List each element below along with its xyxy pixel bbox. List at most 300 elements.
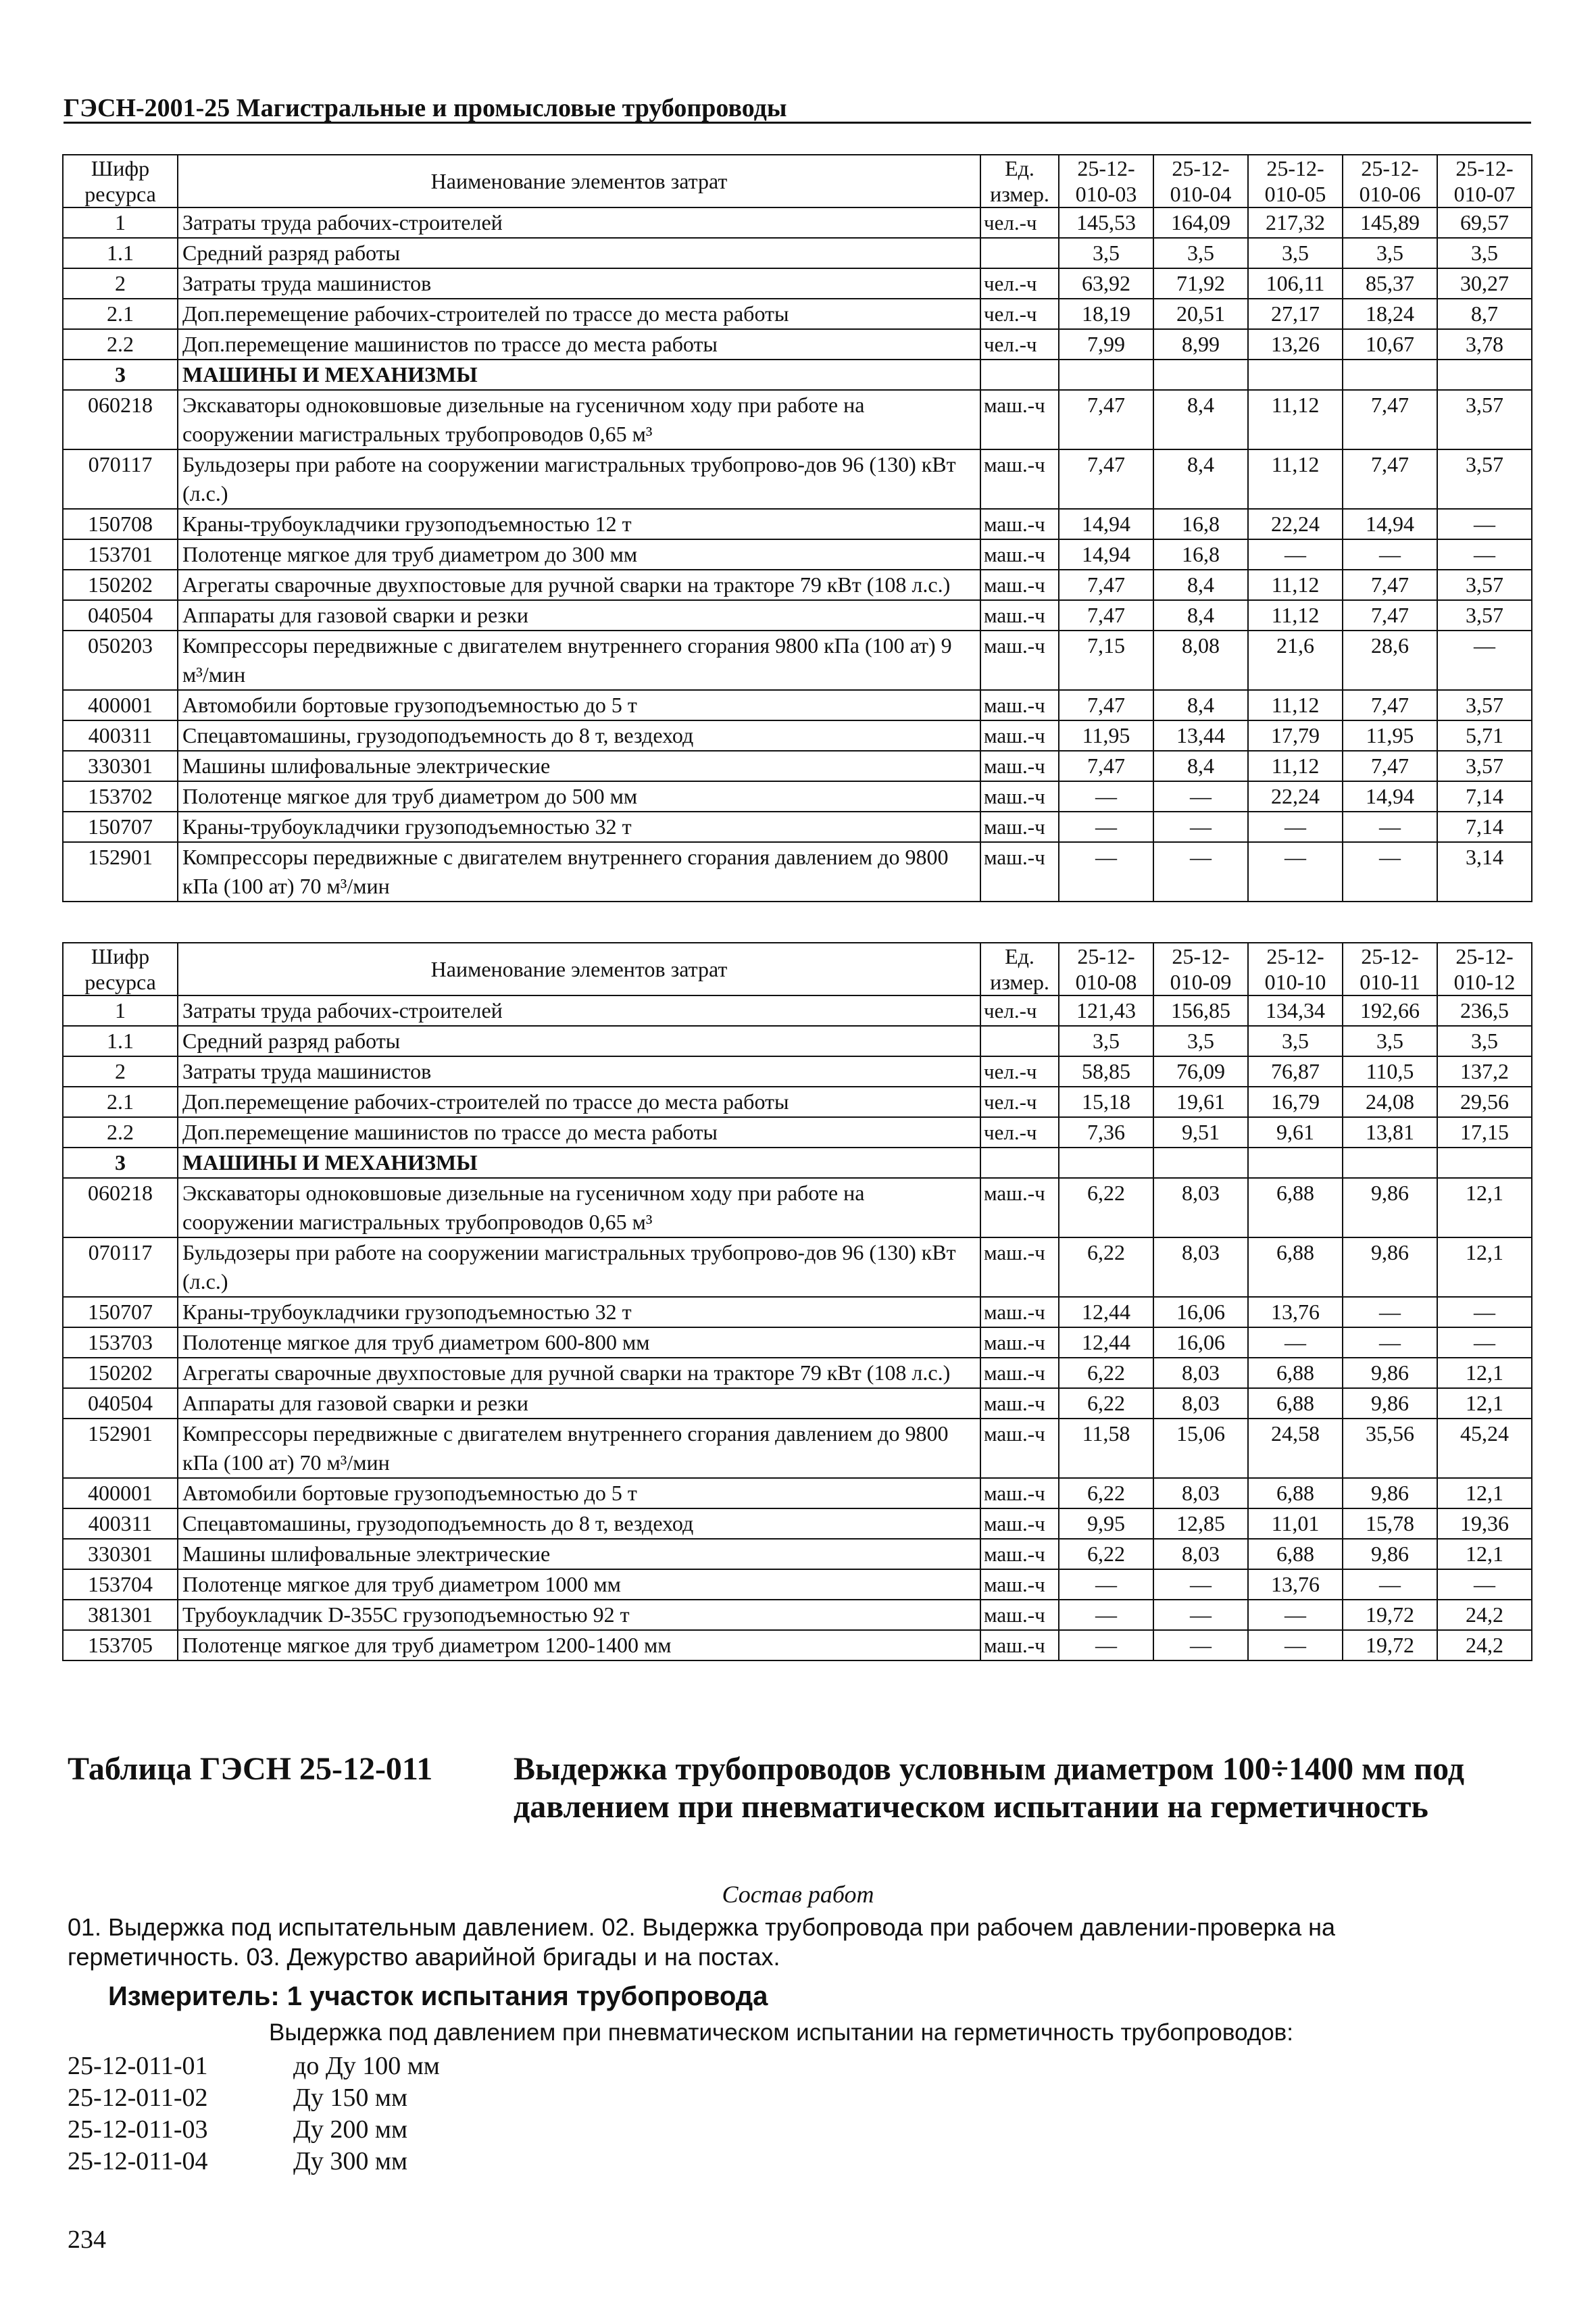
- resource-name: Доп.перемещение рабочих-строителей по трассе до места работы: [178, 1087, 980, 1117]
- value-cell: 6,22: [1059, 1237, 1153, 1297]
- value-cell: 18,24: [1343, 299, 1437, 329]
- value-cell: —: [1248, 1630, 1343, 1660]
- list-item: [68, 2050, 440, 2082]
- value-cell: 14,94: [1059, 509, 1153, 539]
- value-cell: 6,88: [1248, 1237, 1343, 1297]
- value-cell: 9,61: [1248, 1117, 1343, 1148]
- value-cell: 35,56: [1343, 1419, 1437, 1478]
- value-cell: —: [1437, 1297, 1532, 1327]
- table-row: [63, 1327, 1532, 1358]
- header-name: Наименование элементов затрат: [178, 155, 980, 207]
- resource-name: Бульдозеры при работе на сооружении магистральных трубопрово-дов 96 (130) кВт (л.с.): [178, 449, 980, 509]
- value-cell: —: [1437, 509, 1532, 539]
- value-cell: —: [1248, 812, 1343, 842]
- resource-code: 2: [63, 1056, 178, 1087]
- resource-name: Доп.перемещение машинистов по трассе до места работы: [178, 1117, 980, 1148]
- value-cell: 3,5: [1059, 1026, 1153, 1056]
- unit: маш.-ч: [980, 1297, 1059, 1327]
- section-name: МАШИНЫ И МЕХАНИЗМЫ: [178, 360, 980, 390]
- value-cell: 18,19: [1059, 299, 1153, 329]
- table-row: [63, 1358, 1532, 1388]
- value-cell: 12,1: [1437, 1539, 1532, 1569]
- resource-code: 040504: [63, 600, 178, 631]
- value-cell: —: [1437, 1569, 1532, 1600]
- resource-table-2: [62, 942, 1532, 1661]
- value-cell: —: [1437, 539, 1532, 570]
- value-cell: —: [1343, 812, 1437, 842]
- value-cell: 11,58: [1059, 1419, 1153, 1478]
- value-cell: 3,57: [1437, 690, 1532, 720]
- value-cell: 6,88: [1248, 1478, 1343, 1508]
- resource-code: 152901: [63, 842, 178, 902]
- resource-name: Краны-трубоукладчики грузоподъемностью 12 т: [178, 509, 980, 539]
- resource-name: Полотенце мягкое для труб диаметром 1000 мм: [178, 1569, 980, 1600]
- table-row: [63, 1297, 1532, 1327]
- value-cell: 3,5: [1153, 1026, 1248, 1056]
- table-row: [63, 329, 1532, 360]
- resource-name: Агрегаты сварочные двухпостовые для ручной сварки на тракторе 79 кВт (108 л.с.): [178, 570, 980, 600]
- header-code: Шифр ресурса: [63, 943, 178, 995]
- list-item: [68, 2146, 440, 2177]
- labor-rows: [63, 995, 1532, 1148]
- value-cell: 192,66: [1343, 995, 1437, 1026]
- unit: чел.-ч: [980, 1117, 1059, 1148]
- resource-name: Доп.перемещение машинистов по трассе до места работы: [178, 329, 980, 360]
- unit: чел.-ч: [980, 1087, 1059, 1117]
- table-row: [63, 1087, 1532, 1117]
- resource-code: 150202: [63, 570, 178, 600]
- header-col-5: 25-12- 010-07: [1437, 155, 1532, 207]
- header-col-4: 25-12- 010-11: [1343, 943, 1437, 995]
- value-cell: 21,6: [1248, 631, 1343, 690]
- value-cell: —: [1343, 539, 1437, 570]
- section-code: 3: [63, 1148, 178, 1178]
- value-cell: 69,57: [1437, 207, 1532, 238]
- value-cell: 16,79: [1248, 1087, 1343, 1117]
- value-cell: 9,86: [1343, 1358, 1437, 1388]
- value-cell: 22,24: [1248, 781, 1343, 812]
- table-row: [63, 449, 1532, 509]
- composition-text: 01. Выдержка под испытательным давлением. 02. Выдержка трубопровода при рабочем давлении-проверка на герметичность. 03. Дежурство аварийной бригады и на постах.: [68, 1913, 1336, 1971]
- resource-code: 1.1: [63, 1026, 178, 1056]
- value-cell: 9,86: [1343, 1388, 1437, 1419]
- value-cell: 110,5: [1343, 1056, 1437, 1087]
- value-cell: 11,12: [1248, 600, 1343, 631]
- value-cell: —: [1437, 631, 1532, 690]
- value-cell: 76,87: [1248, 1056, 1343, 1087]
- header-col-2: 25-12- 010-09: [1153, 943, 1248, 995]
- resource-name: Бульдозеры при работе на сооружении магистральных трубопрово-дов 96 (130) кВт (л.с.): [178, 1237, 980, 1297]
- value-cell: 7,47: [1059, 600, 1153, 631]
- table-row: [63, 600, 1532, 631]
- table-row: [63, 1178, 1532, 1237]
- value-cell: 11,01: [1248, 1508, 1343, 1539]
- unit: чел.-ч: [980, 268, 1059, 299]
- item-text: Ду 300 мм: [293, 2147, 408, 2175]
- unit: маш.-ч: [980, 1569, 1059, 1600]
- value-cell: —: [1153, 1569, 1248, 1600]
- value-cell: 12,1: [1437, 1388, 1532, 1419]
- table-row: [63, 631, 1532, 690]
- value-cell: —: [1153, 1600, 1248, 1630]
- value-cell: 3,57: [1437, 751, 1532, 781]
- value-cell: 12,44: [1059, 1297, 1153, 1327]
- value-cell: 8,99: [1153, 329, 1248, 360]
- value-cell: 22,24: [1248, 509, 1343, 539]
- resource-code: 2.2: [63, 329, 178, 360]
- resource-code: 153705: [63, 1630, 178, 1660]
- value-cell: 30,27: [1437, 268, 1532, 299]
- resource-name: Затраты труда рабочих-строителей: [178, 207, 980, 238]
- table-label: Таблица ГЭСН 25-12-011: [68, 1751, 433, 1787]
- value-cell: 14,94: [1059, 539, 1153, 570]
- value-cell: 63,92: [1059, 268, 1153, 299]
- value-cell: 3,5: [1343, 1026, 1437, 1056]
- value-cell: 17,15: [1437, 1117, 1532, 1148]
- resource-code: 330301: [63, 751, 178, 781]
- value-cell: 24,08: [1343, 1087, 1437, 1117]
- value-cell: 5,71: [1437, 720, 1532, 751]
- value-cell: 9,51: [1153, 1117, 1248, 1148]
- section-code: 3: [63, 360, 178, 390]
- value-cell: 15,78: [1343, 1508, 1437, 1539]
- value-cell: 9,86: [1343, 1178, 1437, 1237]
- resource-name: Полотенце мягкое для труб диаметром 600-800 мм: [178, 1327, 980, 1358]
- resource-name: Затраты труда машинистов: [178, 1056, 980, 1087]
- unit: маш.-ч: [980, 1630, 1059, 1660]
- resource-name: Трубоукладчик D-355C грузоподъемностью 92 т: [178, 1600, 980, 1630]
- table-row: [63, 1388, 1532, 1419]
- table-row: [63, 1237, 1532, 1297]
- resource-code: 2.1: [63, 1087, 178, 1117]
- unit: маш.-ч: [980, 1178, 1059, 1237]
- value-cell: —: [1248, 842, 1343, 902]
- table-title: Выдержка трубопроводов условным диаметром 100÷1400 мм под давлением при пневматическом испытании на герметичность: [514, 1751, 1465, 1825]
- value-cell: 3,14: [1437, 842, 1532, 902]
- table-row: [63, 238, 1532, 268]
- value-cell: 3,57: [1437, 390, 1532, 449]
- resource-name: Затраты труда машинистов: [178, 268, 980, 299]
- unit: маш.-ч: [980, 600, 1059, 631]
- unit: маш.-ч: [980, 509, 1059, 539]
- items-intro: Выдержка под давлением при пневматическом испытании на герметичность трубопроводов:: [269, 2019, 1293, 2046]
- value-cell: 6,22: [1059, 1539, 1153, 1569]
- value-cell: 12,85: [1153, 1508, 1248, 1539]
- value-cell: 16,06: [1153, 1327, 1248, 1358]
- value-cell: 3,5: [1059, 238, 1153, 268]
- unit: чел.-ч: [980, 995, 1059, 1026]
- resource-code: 381301: [63, 1600, 178, 1630]
- value-cell: —: [1343, 1297, 1437, 1327]
- value-cell: 7,47: [1343, 600, 1437, 631]
- table-row: [63, 1117, 1532, 1148]
- value-cell: 3,57: [1437, 570, 1532, 600]
- resource-name: Экскаваторы одноковшовые дизельные на гусеничном ходу при работе на сооружении магистральных трубопроводов 0,65 м³: [178, 390, 980, 449]
- section-row: [63, 360, 1532, 390]
- value-cell: 8,4: [1153, 449, 1248, 509]
- resource-code: 153703: [63, 1327, 178, 1358]
- value-cell: 27,17: [1248, 299, 1343, 329]
- value-cell: 11,95: [1343, 720, 1437, 751]
- header-unit: Ед. измер.: [980, 155, 1059, 207]
- table-row: [63, 751, 1532, 781]
- value-cell: 134,34: [1248, 995, 1343, 1026]
- value-cell: 20,51: [1153, 299, 1248, 329]
- value-cell: 19,72: [1343, 1630, 1437, 1660]
- resource-name: Машины шлифовальные электрические: [178, 751, 980, 781]
- value-cell: —: [1059, 1569, 1153, 1600]
- resource-code: 2.2: [63, 1117, 178, 1148]
- unit: [980, 1026, 1059, 1056]
- unit: маш.-ч: [980, 1237, 1059, 1297]
- value-cell: 14,94: [1343, 781, 1437, 812]
- item-code: 25-12-011-02: [68, 2084, 208, 2112]
- resource-code: 1: [63, 207, 178, 238]
- value-cell: —: [1343, 842, 1437, 902]
- unit: чел.-ч: [980, 1056, 1059, 1087]
- value-cell: —: [1059, 781, 1153, 812]
- value-cell: 58,85: [1059, 1056, 1153, 1087]
- unit: маш.-ч: [980, 1508, 1059, 1539]
- value-cell: 9,86: [1343, 1237, 1437, 1297]
- value-cell: 19,72: [1343, 1600, 1437, 1630]
- unit: маш.-ч: [980, 812, 1059, 842]
- value-cell: 6,88: [1248, 1178, 1343, 1237]
- value-cell: 13,76: [1248, 1297, 1343, 1327]
- resource-name: Затраты труда рабочих-строителей: [178, 995, 980, 1026]
- value-cell: 6,22: [1059, 1478, 1153, 1508]
- value-cell: 8,08: [1153, 631, 1248, 690]
- resource-code: 070117: [63, 1237, 178, 1297]
- value-cell: 8,4: [1153, 600, 1248, 631]
- value-cell: 11,12: [1248, 449, 1343, 509]
- value-cell: 17,79: [1248, 720, 1343, 751]
- table-row: [63, 842, 1532, 902]
- value-cell: 16,8: [1153, 509, 1248, 539]
- header-col-3: 25-12- 010-05: [1248, 155, 1343, 207]
- unit: маш.-ч: [980, 570, 1059, 600]
- unit: маш.-ч: [980, 781, 1059, 812]
- value-cell: 19,61: [1153, 1087, 1248, 1117]
- resource-code: 153702: [63, 781, 178, 812]
- value-cell: 236,5: [1437, 995, 1532, 1026]
- value-cell: —: [1153, 1630, 1248, 1660]
- value-cell: 8,03: [1153, 1478, 1248, 1508]
- table-row: [63, 812, 1532, 842]
- value-cell: —: [1248, 1600, 1343, 1630]
- value-cell: —: [1343, 1327, 1437, 1358]
- value-cell: 7,14: [1437, 781, 1532, 812]
- resource-code: 1: [63, 995, 178, 1026]
- value-cell: 7,99: [1059, 329, 1153, 360]
- resource-code: 330301: [63, 1539, 178, 1569]
- value-cell: 7,47: [1059, 690, 1153, 720]
- unit: маш.-ч: [980, 1539, 1059, 1569]
- resource-name: Полотенце мягкое для труб диаметром 1200-1400 мм: [178, 1630, 980, 1660]
- value-cell: 7,47: [1343, 570, 1437, 600]
- value-cell: —: [1153, 842, 1248, 902]
- value-cell: 9,95: [1059, 1508, 1153, 1539]
- unit: чел.-ч: [980, 207, 1059, 238]
- table-row: [63, 1630, 1532, 1660]
- resource-code: 152901: [63, 1419, 178, 1478]
- resource-code: 040504: [63, 1388, 178, 1419]
- value-cell: —: [1437, 1327, 1532, 1358]
- resource-code: 050203: [63, 631, 178, 690]
- value-cell: 137,2: [1437, 1056, 1532, 1087]
- unit: маш.-ч: [980, 539, 1059, 570]
- value-cell: 3,57: [1437, 600, 1532, 631]
- resource-code: 1.1: [63, 238, 178, 268]
- value-cell: —: [1059, 812, 1153, 842]
- value-cell: 16,8: [1153, 539, 1248, 570]
- value-cell: 12,1: [1437, 1358, 1532, 1388]
- resource-table-1: [62, 154, 1532, 902]
- value-cell: 164,09: [1153, 207, 1248, 238]
- value-cell: 8,03: [1153, 1178, 1248, 1237]
- unit: маш.-ч: [980, 1388, 1059, 1419]
- value-cell: 8,03: [1153, 1358, 1248, 1388]
- value-cell: 145,89: [1343, 207, 1437, 238]
- unit: маш.-ч: [980, 751, 1059, 781]
- value-cell: 85,37: [1343, 268, 1437, 299]
- value-cell: 3,5: [1437, 238, 1532, 268]
- value-cell: 3,57: [1437, 449, 1532, 509]
- resource-name: Полотенце мягкое для труб диаметром до 500 мм: [178, 781, 980, 812]
- unit: чел.-ч: [980, 329, 1059, 360]
- item-code: 25-12-011-03: [68, 2115, 208, 2144]
- resource-code: 400001: [63, 1478, 178, 1508]
- value-cell: —: [1059, 1630, 1153, 1660]
- unit: маш.-ч: [980, 1419, 1059, 1478]
- table-row: [63, 1569, 1532, 1600]
- value-cell: 3,5: [1343, 238, 1437, 268]
- table-row: [63, 720, 1532, 751]
- value-cell: 6,22: [1059, 1388, 1153, 1419]
- table-row: [63, 995, 1532, 1026]
- table-row: [63, 1539, 1532, 1569]
- unit: маш.-ч: [980, 1478, 1059, 1508]
- value-cell: 71,92: [1153, 268, 1248, 299]
- value-cell: 7,47: [1059, 390, 1153, 449]
- value-cell: 11,12: [1248, 570, 1343, 600]
- value-cell: —: [1059, 842, 1153, 902]
- resource-name: Автомобили бортовые грузоподъемностью до 5 т: [178, 1478, 980, 1508]
- unit: маш.-ч: [980, 631, 1059, 690]
- value-cell: 3,5: [1248, 238, 1343, 268]
- value-cell: 217,32: [1248, 207, 1343, 238]
- resource-name: Средний разряд работы: [178, 1026, 980, 1056]
- value-cell: 6,22: [1059, 1178, 1153, 1237]
- value-cell: 3,78: [1437, 329, 1532, 360]
- resource-name: Автомобили бортовые грузоподъемностью до 5 т: [178, 690, 980, 720]
- resource-code: 400311: [63, 720, 178, 751]
- resource-name: Аппараты для газовой сварки и резки: [178, 1388, 980, 1419]
- unit: [980, 238, 1059, 268]
- header-col-1: 25-12- 010-03: [1059, 155, 1153, 207]
- value-cell: 13,44: [1153, 720, 1248, 751]
- value-cell: 8,4: [1153, 390, 1248, 449]
- value-cell: 14,94: [1343, 509, 1437, 539]
- value-cell: 7,47: [1343, 690, 1437, 720]
- value-cell: 13,26: [1248, 329, 1343, 360]
- value-cell: 9,86: [1343, 1478, 1437, 1508]
- resource-code: 153701: [63, 539, 178, 570]
- unit: маш.-ч: [980, 390, 1059, 449]
- value-cell: 24,58: [1248, 1419, 1343, 1478]
- value-cell: 12,44: [1059, 1327, 1153, 1358]
- item-text: до Ду 100 мм: [293, 2052, 440, 2080]
- resource-name: Средний разряд работы: [178, 238, 980, 268]
- value-cell: 16,06: [1153, 1297, 1248, 1327]
- value-cell: 3,5: [1248, 1026, 1343, 1056]
- list-item: [68, 2114, 440, 2146]
- value-cell: 11,12: [1248, 751, 1343, 781]
- unit: маш.-ч: [980, 690, 1059, 720]
- value-cell: 29,56: [1437, 1087, 1532, 1117]
- table-row: [63, 570, 1532, 600]
- unit: маш.-ч: [980, 1600, 1059, 1630]
- value-cell: 10,67: [1343, 329, 1437, 360]
- value-cell: 15,06: [1153, 1419, 1248, 1478]
- value-cell: 11,12: [1248, 390, 1343, 449]
- table-header-row: [63, 155, 1532, 207]
- value-cell: 6,22: [1059, 1358, 1153, 1388]
- section-row: [63, 1148, 1532, 1178]
- resource-name: Компрессоры передвижные с двигателем внутреннего сгорания 9800 кПа (100 ат) 9 м³/мин: [178, 631, 980, 690]
- table-row: [63, 1056, 1532, 1087]
- header-rule: [64, 122, 1531, 124]
- item-text: Ду 150 мм: [293, 2084, 408, 2112]
- value-cell: 8,4: [1153, 570, 1248, 600]
- table-row: [63, 509, 1532, 539]
- table-row: [63, 1600, 1532, 1630]
- unit: маш.-ч: [980, 449, 1059, 509]
- table-row: [63, 1026, 1532, 1056]
- value-cell: —: [1153, 781, 1248, 812]
- table-row: [63, 390, 1532, 449]
- resource-code: 150708: [63, 509, 178, 539]
- value-cell: 8,4: [1153, 751, 1248, 781]
- item-text: Ду 200 мм: [293, 2115, 408, 2144]
- unit: маш.-ч: [980, 1358, 1059, 1388]
- table-header-row: [63, 943, 1532, 995]
- item-code: 25-12-011-04: [68, 2147, 208, 2175]
- machine-rows: [63, 1148, 1532, 1660]
- resource-code: 150707: [63, 1297, 178, 1327]
- resource-code: 150202: [63, 1358, 178, 1388]
- value-cell: —: [1248, 539, 1343, 570]
- value-cell: 12,1: [1437, 1178, 1532, 1237]
- table-row: [63, 299, 1532, 329]
- value-cell: 6,88: [1248, 1539, 1343, 1569]
- value-cell: 7,47: [1343, 390, 1437, 449]
- resource-name: Экскаваторы одноковшовые дизельные на гусеничном ходу при работе на сооружении магистральных трубопроводов 0,65 м³: [178, 1178, 980, 1237]
- table-row: [63, 268, 1532, 299]
- value-cell: 24,2: [1437, 1630, 1532, 1660]
- value-cell: 106,11: [1248, 268, 1343, 299]
- resource-name: Аппараты для газовой сварки и резки: [178, 600, 980, 631]
- resource-code: 060218: [63, 1178, 178, 1237]
- resource-code: 150707: [63, 812, 178, 842]
- value-cell: 8,03: [1153, 1388, 1248, 1419]
- section-name: МАШИНЫ И МЕХАНИЗМЫ: [178, 1148, 980, 1178]
- list-item: [68, 2082, 440, 2114]
- unit: маш.-ч: [980, 720, 1059, 751]
- resource-name: Компрессоры передвижные с двигателем внутреннего сгорания давлением до 9800 кПа (100 ат) 70 м³/мин: [178, 1419, 980, 1478]
- table-row: [63, 207, 1532, 238]
- value-cell: 7,14: [1437, 812, 1532, 842]
